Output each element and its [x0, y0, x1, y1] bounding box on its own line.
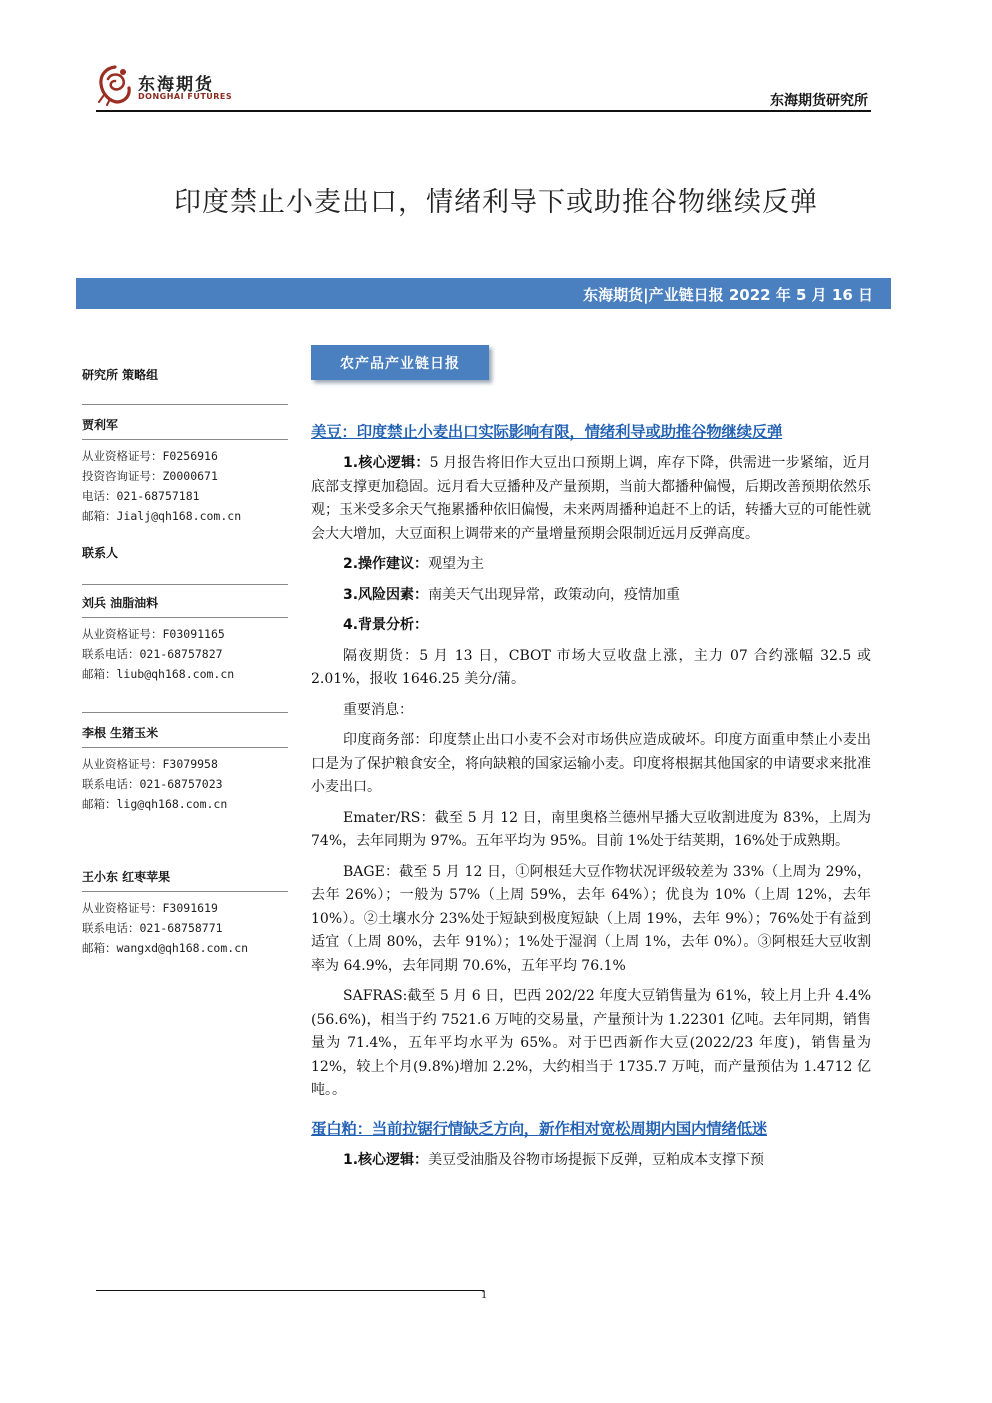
author-rule [82, 439, 288, 440]
advice-label: 2.操作建议： [343, 556, 429, 572]
sidebar-divider [82, 584, 288, 585]
india-news: 印度商务部：印度禁止出口小麦不会对市场供应造成破坏。印度方面重申禁止小麦出口是为了保护粮食安全，将向缺粮的国家运输小麦。印度将根据其他国家的申请要求来批准小麦出口。 [311, 732, 871, 795]
core-logic-text: 5 月报告将旧作大豆出口预期上调，库存下降，供需进一步紧缩，近月底部支撑更加稳固。远月看大豆播种及产量预期，当前大都播种偏慢，后期改善预期依然乐观；玉米受多余天气拖累播种依旧偏慢，未来两周播种追赶不上的话，转播大豆的可能性就会大大增加，大豆面积上调带来的产量增量预期会限制近远月反弹高度。 [311, 455, 871, 542]
risk-label: 3.风险因素： [343, 586, 429, 603]
sidebar-divider [82, 712, 288, 713]
overnight-futures: 隔夜期货：5 月 13 日，CBOT 市场大豆收盘上涨，主力 07 合约涨幅 32.5 或 2.01%，报收 1646.25 美分/蒲。 [311, 647, 871, 687]
contact-line: 联系电话：021-68757023 [82, 777, 223, 791]
contact-line: 联系电话：021-68757827 [82, 647, 223, 661]
author-block [82, 416, 288, 526]
contact-line: 邮箱：wangxd@qh168.com.cn [82, 941, 249, 955]
risk-text: 南美天气出现异常，政策动向，疫情加重 [428, 586, 681, 603]
banner-text: 东海期货|产业链日报 2022 年 5 月 16 日 [583, 286, 873, 304]
contact-line: 从业资格证号：F3091619 [82, 901, 218, 915]
meal-heading: 蛋白粕：当前拉锯行情缺乏方向，新作相对宽松周期内国内情绪低迷 [311, 1119, 768, 1138]
sidebar-divider [82, 404, 288, 405]
meal-logic-text: 美豆受油脂及谷物市场提振下反弹，豆粕成本支撑下预 [428, 1151, 765, 1168]
soy-advice [311, 553, 871, 577]
advice-text: 观望为主 [428, 556, 485, 572]
main-content [311, 420, 871, 1172]
contact-line: 从业资格证号：F03091165 [82, 627, 225, 641]
section-tag [311, 345, 489, 380]
contact-rule [82, 747, 288, 748]
contact-line: 联系电话：021-68758771 [82, 921, 223, 935]
company-logo [96, 64, 236, 110]
header-divider [96, 110, 871, 112]
safras-news: SAFRAS:截至 5 月 6 日，巴西 202/22 年度大豆销售量为 61%，较上月上升 4.4%(56.6%)，相当于约 7521.6 万吨的交易量，产量预计为 1.22301 亿吨。去年同期，销售量为 71.4%，五年平均水平为 65%。对于巴西新作大豆(2022/23 年度)，销售量为 12%，较上个月(9.8%)增加 2.2%，大约相当于 1735.7 万吨，而产量预估为 1.4712 亿吨。。 [311, 988, 871, 1098]
contact-name: 王小东 红枣苹果 [82, 870, 171, 884]
contact-block [82, 868, 288, 958]
core-logic-label: 1.核心逻辑： [343, 455, 430, 471]
document-title: 印度禁止小麦出口，情绪利导下或助推谷物继续反弹 [174, 187, 818, 218]
contact-rule [82, 617, 288, 618]
section-tag-label: 农产品产业链日报 [340, 356, 460, 372]
sidebar-dept: 研究所 策略组 [82, 368, 159, 382]
soy-background-label [311, 614, 871, 638]
footer-divider [96, 1290, 484, 1291]
meal-logic-label: 1.核心逻辑： [343, 1151, 429, 1168]
contact-rule [82, 891, 288, 892]
logo-cn-text: 东海期货 [138, 75, 214, 95]
contact-name: 李根 生猪玉米 [82, 726, 159, 740]
dragon-logo-icon [96, 64, 134, 106]
news-label: 重要消息： [343, 701, 413, 718]
author-line: 投资咨询证号：Z0000671 [82, 469, 218, 483]
author-line: 从业资格证号：F0256916 [82, 449, 218, 463]
author-line: 电话：021-68757181 [82, 489, 200, 503]
soy-risk [311, 584, 871, 608]
report-banner [76, 278, 891, 309]
author-line: 邮箱：Jialj@qh168.com.cn [82, 509, 242, 523]
contact-line: 邮箱：lig@qh168.com.cn [82, 797, 228, 811]
contact-line: 从业资格证号：F3079958 [82, 757, 218, 771]
contact-line: 邮箱：liub@qh168.com.cn [82, 667, 235, 681]
contact-block [82, 724, 288, 814]
logo-en-text: DONGHAI FUTURES [138, 92, 233, 101]
contacts-label: 联系人 [82, 546, 119, 560]
institute-name: 东海期货研究所 [770, 93, 868, 109]
meal-core-logic [311, 1149, 871, 1173]
author-name: 贾利军 [82, 418, 119, 432]
contact-block [82, 594, 288, 684]
soy-core-logic [311, 452, 871, 546]
contact-name: 刘兵 油脂油料 [82, 596, 159, 610]
bage-news: BAGE：截至 5 月 12 日，①阿根廷大豆作物状况评级较差为 33%（上周为 29%，去年 26%）；一般为 57%（上周 59%，去年 64%）；优良为 10%（上周 12%，去年 10%）。②土壤水分 23%处于短缺到极度短缺（上周 19%，去年 9%）；76%处于有益到适宜（上周 80%，去年 91%）；1%处于湿润（上周 1%，去年 0%）。③阿根廷大豆收割率为 64.9%，去年同期 70.6%，五年平均 76.1% [311, 863, 871, 974]
emater-news: Emater/RS：截至 5 月 12 日，南里奥格兰德州早播大豆收割进度为 83%，上周为 74%，去年同期为 97%。五年平均为 95%。目前 1%处于结荚期，16%处于成熟期。 [311, 809, 871, 849]
page-number: 1 [481, 1290, 488, 1301]
soy-heading: 美豆：印度禁止小麦出口实际影响有限，情绪利导或助推谷物继续反弹 [311, 423, 783, 441]
background-label: 4.背景分析： [343, 617, 429, 633]
